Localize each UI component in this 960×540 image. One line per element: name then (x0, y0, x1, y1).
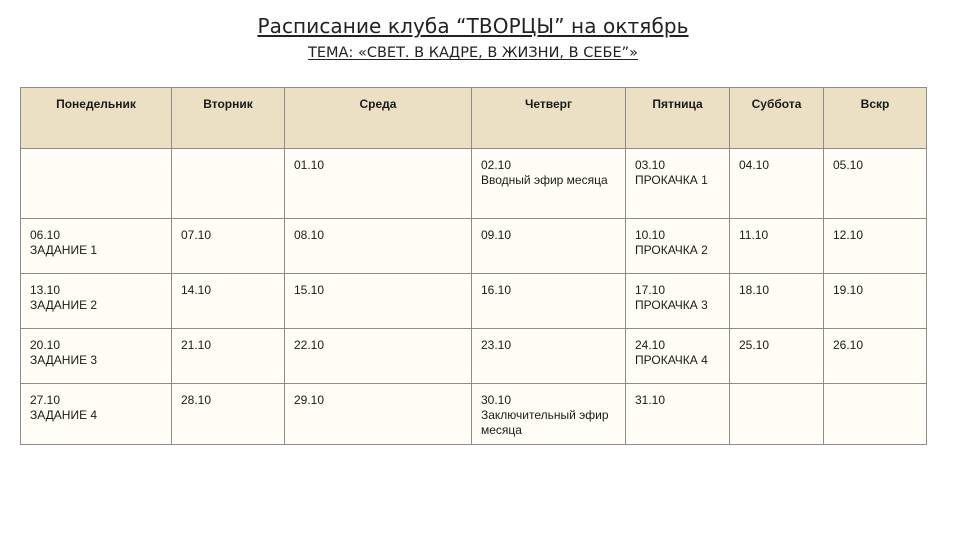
day-cell-saturday (730, 274, 824, 329)
day-cell-sunday (824, 384, 927, 445)
table-row (21, 219, 927, 274)
day-cell-monday (21, 219, 172, 274)
day-cell-sunday (824, 219, 927, 274)
cell-date: 08.10 (294, 228, 325, 242)
day-cell-wednesday (285, 274, 472, 329)
day-cell-friday (626, 329, 730, 384)
cell-date: 09.10 (481, 228, 512, 242)
day-cell-tuesday (172, 149, 285, 219)
cell-event: ПРОКАЧКА 3 (635, 298, 708, 312)
cell-event: Заключительный эфир месяца (481, 408, 609, 437)
cell-event: ПРОКАЧКА 4 (635, 353, 708, 367)
day-cell-thursday (472, 219, 626, 274)
table-row (21, 384, 927, 445)
cell-event: ПРОКАЧКА 1 (635, 173, 708, 187)
cell-date: 16.10 (481, 283, 512, 297)
cell-date: 02.10 (481, 158, 512, 172)
cell-date: 21.10 (181, 338, 212, 352)
header-cell-saturday: Суббота (730, 88, 824, 149)
day-cell-sunday (824, 274, 927, 329)
cell-date: 07.10 (181, 228, 212, 242)
cell-date: 24.10 (635, 338, 666, 352)
schedule-table (20, 87, 927, 445)
day-cell-monday (21, 149, 172, 219)
cell-date: 05.10 (833, 158, 864, 172)
cell-date: 22.10 (294, 338, 325, 352)
cell-date: 29.10 (294, 393, 325, 407)
header-cell-friday: Пятница (626, 88, 730, 149)
cell-date: 14.10 (181, 283, 212, 297)
cell-event: ЗАДАНИЕ 2 (30, 298, 98, 312)
page-subtitle: ТЕМА: «СВЕТ. В КАДРЕ, В ЖИЗНИ, В СЕБЕ”» (308, 45, 638, 61)
header-cell-wednesday: Среда (285, 88, 472, 149)
cell-date: 18.10 (739, 283, 770, 297)
day-cell-thursday (472, 384, 626, 445)
day-cell-sunday (824, 149, 927, 219)
cell-date: 01.10 (294, 158, 325, 172)
table-header-row (21, 88, 927, 149)
cell-date: 11.10 (739, 228, 769, 242)
day-cell-wednesday (285, 384, 472, 445)
day-cell-thursday (472, 329, 626, 384)
day-cell-tuesday (172, 274, 285, 329)
day-cell-friday (626, 219, 730, 274)
day-cell-monday (21, 329, 172, 384)
cell-event: ПРОКАЧКА 2 (635, 243, 708, 257)
day-cell-saturday (730, 219, 824, 274)
cell-date: 28.10 (181, 393, 212, 407)
cell-date: 25.10 (739, 338, 770, 352)
page-title: Расписание клуба “ТВОРЦЫ” на октябрь (257, 14, 689, 38)
cell-date: 26.10 (833, 338, 864, 352)
cell-date: 17.10 (635, 283, 666, 297)
cell-date: 13.10 (30, 283, 61, 297)
header-cell-monday: Понедельник (21, 88, 172, 149)
cell-date: 19.10 (833, 283, 864, 297)
cell-date: 06.10 (30, 228, 61, 242)
cell-event: Вводный эфир месяца (481, 173, 608, 187)
cell-date: 27.10 (30, 393, 61, 407)
cell-event: ЗАДАНИЕ 1 (30, 243, 98, 257)
cell-date: 30.10 (481, 393, 512, 407)
day-cell-friday (626, 384, 730, 445)
cell-date: 03.10 (635, 158, 666, 172)
day-cell-tuesday (172, 219, 285, 274)
day-cell-friday (626, 274, 730, 329)
day-cell-wednesday (285, 149, 472, 219)
day-cell-saturday (730, 329, 824, 384)
day-cell-tuesday (172, 384, 285, 445)
day-cell-sunday (824, 329, 927, 384)
cell-event: ЗАДАНИЕ 4 (30, 408, 98, 422)
cell-date: 04.10 (739, 158, 770, 172)
table-row (21, 149, 927, 219)
day-cell-wednesday (285, 329, 472, 384)
day-cell-wednesday (285, 219, 472, 274)
day-cell-monday (21, 384, 172, 445)
cell-date: 31.10 (635, 393, 666, 407)
table-row (21, 329, 927, 384)
header-cell-thursday: Четверг (472, 88, 626, 149)
day-cell-saturday (730, 149, 824, 219)
cell-event: ЗАДАНИЕ 3 (30, 353, 98, 367)
day-cell-friday (626, 149, 730, 219)
header-cell-sunday: Вскр (824, 88, 927, 149)
table-row (21, 274, 927, 329)
header-cell-tuesday: Вторник (172, 88, 285, 149)
cell-date: 15.10 (294, 283, 325, 297)
cell-date: 12.10 (833, 228, 864, 242)
day-cell-thursday (472, 274, 626, 329)
day-cell-monday (21, 274, 172, 329)
day-cell-tuesday (172, 329, 285, 384)
cell-date: 23.10 (481, 338, 512, 352)
day-cell-saturday (730, 384, 824, 445)
day-cell-thursday (472, 149, 626, 219)
cell-date: 20.10 (30, 338, 61, 352)
cell-date: 10.10 (635, 228, 666, 242)
